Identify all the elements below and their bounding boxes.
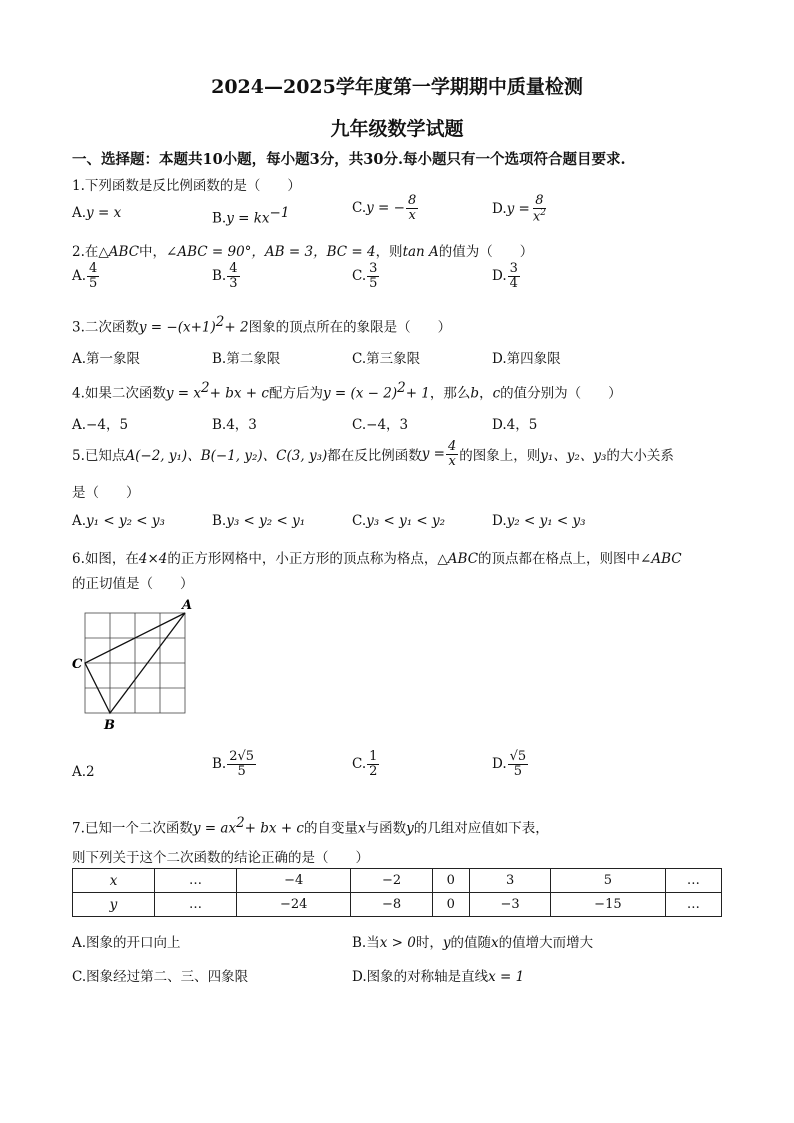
fraction-denominator: 3 <box>229 275 238 291</box>
stem-text: 配方后为 <box>268 385 323 402</box>
q3-option-a: A.第一象限 <box>72 351 141 367</box>
q6-option-b <box>212 750 257 778</box>
option-letter: C. <box>352 268 367 285</box>
math-expr: ∠ABC = 90°，AB = 3，BC = 4 <box>166 244 376 260</box>
fraction <box>367 750 379 778</box>
option-letter: D. <box>492 200 507 217</box>
stem-text: 的几组对应值如下表， <box>413 820 549 837</box>
table-cell: −15 <box>551 893 665 917</box>
q3-option-b: B.第二象限 <box>212 351 281 367</box>
q4-stem <box>72 380 622 402</box>
den-sup: 2 <box>540 207 546 218</box>
stem-text: 的值为（ ） <box>438 244 534 260</box>
math-expr: + bx + c <box>244 820 304 837</box>
q6-option-c <box>352 750 380 778</box>
page-subtitle: 九年级数学试题 <box>330 118 464 140</box>
math-var: b <box>470 385 480 402</box>
q6-grid-figure <box>70 596 200 736</box>
math-expr: x = 1 <box>488 969 525 985</box>
math-expr: y₁、y₂、y₃ <box>540 448 607 465</box>
math-expr: △ABC <box>437 551 479 567</box>
q1-stem: 1.下列函数是反比例函数的是（ ） <box>72 178 301 194</box>
fraction-denominator <box>531 209 548 224</box>
math-var: x <box>358 820 366 837</box>
table-cell: −2 <box>351 869 432 893</box>
stem-text: 的自变量 <box>304 820 358 837</box>
math-expr: y = −(x+1) <box>138 319 216 336</box>
q4-option-b: B.4，3 <box>212 417 257 433</box>
math-expr: y = ax <box>192 820 237 837</box>
stem-text: D.图象的对称轴是直线 <box>352 969 489 985</box>
fraction <box>227 750 256 778</box>
fraction <box>531 194 548 224</box>
fraction-denominator: 4 <box>509 275 518 291</box>
option-letter: A. <box>72 268 87 285</box>
fraction-denominator: 5 <box>89 275 98 291</box>
fraction-numerator: 3 <box>369 261 378 276</box>
option-letter: B. <box>212 756 227 773</box>
option-letter: B. <box>212 210 227 227</box>
option-letter: D. <box>492 268 507 285</box>
fraction-denominator: 5 <box>513 763 523 779</box>
q4-option-c: C.−4，3 <box>352 417 409 433</box>
fraction <box>87 262 99 290</box>
q1-option-d <box>492 194 549 224</box>
table-cell: y <box>73 893 155 917</box>
math-expr: y = x <box>86 205 122 221</box>
stem-text: 的值分别为（ ） <box>500 385 622 402</box>
fraction-numerator: 4 <box>229 261 238 276</box>
fraction <box>508 262 520 290</box>
stem-text: ，则 <box>375 244 403 260</box>
q5-stem <box>72 440 674 468</box>
math-expr: y = − <box>366 200 405 217</box>
table-cell: 0 <box>432 869 469 893</box>
table-cell: … <box>155 893 237 917</box>
math-expr: x > 0 <box>379 935 416 951</box>
q3-option-c: C.第三象限 <box>352 351 421 367</box>
table-cell: … <box>665 869 721 893</box>
table-cell: x <box>73 869 155 893</box>
math-var: c <box>492 385 501 402</box>
math-expr: △ABC <box>98 244 140 260</box>
q2-option-c <box>352 262 380 290</box>
stem-text: 的图象上，则 <box>459 448 541 465</box>
fraction-denominator: x <box>408 207 416 223</box>
math-sup: 2 <box>215 314 225 330</box>
q1-option-c <box>352 194 419 222</box>
table-cell: … <box>155 869 237 893</box>
page-title: 2024—2025学年度第一学期期中质量检测 <box>211 76 583 98</box>
fraction-denominator: 5 <box>369 275 378 291</box>
stem-text: 的值随 <box>450 935 491 951</box>
section-heading: 一、选择题：本题共10小题，每小题3分，共30分.每小题只有一个选项符合题目要求. <box>72 151 626 168</box>
option-letter: A. <box>72 513 87 529</box>
stem-text: 图象的顶点所在的象限是（ ） <box>248 319 452 336</box>
option-letter: A. <box>72 205 87 221</box>
q5-option-b <box>212 513 305 529</box>
vertex-label-c: C <box>72 657 83 672</box>
stem-text: 4.如果二次函数 <box>72 385 166 402</box>
fraction <box>446 440 458 468</box>
q1-option-a <box>72 205 121 221</box>
fraction-numerator: 4 <box>89 261 98 276</box>
q6-option-d <box>492 750 529 778</box>
math-expr: A(−2, y₁)、B(−1, y₂)、C(3, y₃) <box>125 448 328 465</box>
q5-option-c <box>352 513 445 529</box>
option-letter: C. <box>352 513 367 529</box>
vertex-label-a: A <box>182 598 193 613</box>
table-cell: −8 <box>351 893 432 917</box>
stem-text: ，那么 <box>429 385 471 402</box>
q7-stem <box>72 815 549 837</box>
table-cell: −3 <box>469 893 550 917</box>
math-expr: y = <box>506 200 530 217</box>
fraction-denominator: 2 <box>369 763 378 779</box>
fraction <box>406 194 418 222</box>
table-cell: … <box>665 893 721 917</box>
q1-option-b <box>212 205 289 227</box>
stem-text: 6.如图，在 <box>72 551 139 567</box>
stem-text: 都在反比例函数 <box>327 448 422 465</box>
math-expr: y₃ < y₂ < y₁ <box>226 513 306 529</box>
stem-text: 3.二次函数 <box>72 319 139 336</box>
math-var: y <box>406 820 414 837</box>
math-sup: 2 <box>397 380 406 396</box>
math-sup: −1 <box>269 205 290 221</box>
fraction-numerator: 3 <box>509 261 518 276</box>
stem-text: 的大小关系 <box>606 448 674 465</box>
fraction-numerator: 4 <box>447 439 457 454</box>
stem-text: 中， <box>139 244 167 260</box>
stem-text: 5.已知点 <box>72 448 126 465</box>
fraction-denominator: 5 <box>237 763 246 779</box>
table-cell: 0 <box>432 893 469 917</box>
table-cell: −4 <box>237 869 351 893</box>
fraction <box>508 750 529 778</box>
math-sup: 2 <box>201 380 210 396</box>
stem-text: 7.已知一个二次函数 <box>72 820 193 837</box>
option-letter: C. <box>352 200 367 217</box>
q7-stem-line2: 则下列关于这个二次函数的结论正确的是（ ） <box>72 850 369 866</box>
q7-option-b <box>352 931 593 951</box>
q5-stem-line2: 是（ ） <box>72 485 140 501</box>
fraction <box>227 262 239 290</box>
table-row-x <box>73 869 722 893</box>
stem-text: 的值增大而增大 <box>498 935 594 951</box>
math-expr: y₂ < y₁ < y₃ <box>506 513 586 529</box>
den-base: x <box>532 208 541 224</box>
q5-option-d <box>492 513 586 529</box>
stem-text: 的正方形网格中，小正方形的顶点称为格点， <box>167 551 438 567</box>
stem-text: 与函数 <box>365 820 407 837</box>
stem-text: B.当 <box>352 935 380 951</box>
q6-option-a: A.2 <box>72 764 95 780</box>
option-letter: D. <box>492 513 507 529</box>
stem-text: ， <box>479 385 493 402</box>
vertex-label-b: B <box>104 718 115 733</box>
math-expr: ∠ABC <box>640 551 682 567</box>
q2-option-a <box>72 262 100 290</box>
q2-stem <box>72 240 533 260</box>
math-sup: 2 <box>236 815 245 831</box>
option-letter: B. <box>212 268 227 285</box>
q3-stem <box>72 314 451 336</box>
q6-stem-line2: 的正切值是（ ） <box>72 576 194 592</box>
q7-value-table <box>72 868 722 917</box>
grid-lines <box>85 613 185 713</box>
math-expr: y = (x − 2) <box>322 385 398 402</box>
table-row-y <box>73 893 722 917</box>
math-expr: + 2 <box>224 319 249 336</box>
math-expr: y₃ < y₁ < y₂ <box>366 513 446 529</box>
q4-option-a: A.−4，5 <box>72 417 129 433</box>
fraction-numerator: 8 <box>407 193 417 208</box>
math-expr: y = x <box>165 385 202 402</box>
stem-text: 2.在 <box>72 244 99 260</box>
stem-text: 时， <box>415 935 443 951</box>
table-cell: −24 <box>237 893 351 917</box>
q2-option-b <box>212 262 241 290</box>
q7-option-a: A.图象的开口向上 <box>72 935 181 951</box>
math-expr: y = kx <box>226 210 270 227</box>
q3-option-d: D.第四象限 <box>492 351 561 367</box>
option-letter: C. <box>352 756 367 773</box>
fraction-numerator: 8 <box>535 193 544 208</box>
option-letter: B. <box>212 513 227 529</box>
fraction-numerator: 2√5 <box>229 749 255 764</box>
math-expr: + 1 <box>405 385 430 402</box>
math-expr: y₁ < y₂ < y₃ <box>86 513 165 529</box>
fraction-denominator: x <box>448 453 456 469</box>
option-letter: D. <box>492 756 507 773</box>
table-cell: 3 <box>469 869 550 893</box>
math-var: y <box>442 935 451 951</box>
stem-text: 的顶点都在格点上，则图中 <box>478 551 641 567</box>
q6-stem <box>72 547 682 567</box>
fraction-numerator: √5 <box>509 749 527 764</box>
math-var: x <box>490 935 499 951</box>
q7-option-d <box>352 965 524 985</box>
q5-option-a <box>72 513 165 529</box>
math-expr: + bx + c <box>209 385 269 402</box>
fraction <box>367 262 379 290</box>
q2-option-d <box>492 262 521 290</box>
math-expr: tan A <box>402 244 439 260</box>
table-cell: 5 <box>551 869 665 893</box>
math-expr: y = <box>421 446 445 463</box>
fraction-numerator: 1 <box>369 749 378 764</box>
q7-option-c: C.图象经过第二、三、四象限 <box>72 969 249 985</box>
q4-option-d: D.4，5 <box>492 417 538 433</box>
math-expr: 4×4 <box>138 551 168 567</box>
